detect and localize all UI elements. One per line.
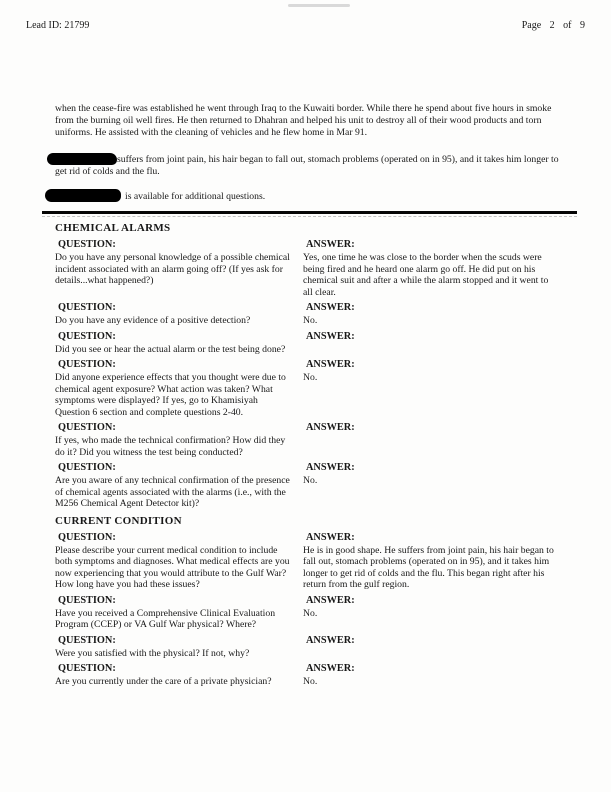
section-title-chemical-alarms: CHEMICAL ALARMS: [55, 222, 171, 234]
question-text: Do you have any personal knowledge of a possible chemical incident associated with an alarm going off? (If yes ask for details...what happened?): [55, 252, 290, 286]
paragraph-text: suffers from joint pain, his hair began to fall out, stomach problems (operated on in 95), and it takes him longer to get rid of colds and the flu.: [55, 154, 559, 177]
question-label: QUESTION:: [58, 330, 116, 342]
question-text: Are you currently under the care of a private physician?: [55, 676, 272, 687]
answer-column: [303, 331, 562, 356]
question-text: Are you aware of any technical confirmation of the presence of chemical agents associated with the alarms (i.e., with the M256 Chemical Agent Detector kit)?: [55, 475, 290, 509]
paragraph-text: is available for additional questions.: [125, 191, 266, 202]
question-column: [55, 635, 303, 660]
question-text: Did anyone experience effects that you thought were due to chemical agent exposure? What action was taken? What symptoms were displayed? If yes, go to Khamisiyah Question 6 section and complete questions 2-40.: [55, 372, 286, 418]
answer-column: [303, 595, 562, 631]
question-label: QUESTION:: [58, 634, 116, 646]
question-label: QUESTION:: [58, 531, 116, 543]
question-column: [55, 462, 303, 510]
qa-row: [55, 532, 562, 591]
question-column: [55, 663, 303, 688]
answer-text: No.: [303, 372, 318, 383]
question-column: [55, 422, 303, 458]
question-label: QUESTION:: [58, 302, 116, 313]
qa-row: [55, 331, 562, 356]
question-column: [55, 359, 303, 418]
question-label: QUESTION:: [58, 359, 116, 370]
qa-row: [55, 595, 562, 631]
qa-row: [55, 302, 562, 327]
qa-row: [55, 663, 562, 688]
qa-row: [55, 239, 562, 298]
section-divider: [42, 211, 577, 214]
question-column: [55, 331, 303, 356]
answer-label: ANSWER:: [306, 634, 355, 646]
redaction-block-2: [45, 189, 121, 202]
answer-text: No.: [303, 607, 318, 619]
question-column: [55, 239, 303, 298]
question-text: Did you see or hear the actual alarm or the test being done?: [55, 343, 286, 355]
answer-column: [303, 359, 562, 418]
answer-label: ANSWER:: [306, 422, 355, 433]
document-body: [55, 103, 562, 692]
answer-column: [303, 302, 562, 327]
question-text: Please describe your current medical condition to include both symptoms and diagnoses. What medical effects are you now experiencing that you would attribute to the Gulf War? How long have you had these issues?: [55, 544, 290, 590]
qa-row: [55, 422, 562, 458]
answer-label: ANSWER:: [306, 663, 355, 674]
answer-text: No.: [303, 475, 318, 486]
answer-text: No.: [303, 315, 318, 326]
scan-artifact-line: [42, 216, 577, 217]
qa-row: [55, 635, 562, 660]
answer-column: [303, 422, 562, 458]
intro-paragraph: when the cease-fire was established he went through Iraq to the Kuwaiti border. While there he spend about five hours in smoke from the burning oil well fires. He then returned to Dhahran and helped his unit to destroy all of their wood products and torn uniforms. He assisted with the cleaning of vehicles and he flew home in Mar 91.: [55, 103, 552, 138]
answer-column: [303, 532, 562, 591]
answer-text: He is in good shape. He suffers from joint pain, his hair began to fall out, stomach problems (operated on in 95), and it takes him longer to get rid of colds and the flu. This began right after his return from the gulf region.: [303, 544, 554, 590]
answer-column: [303, 462, 562, 510]
answer-label: ANSWER:: [306, 531, 355, 543]
question-label: QUESTION:: [58, 422, 116, 433]
redacted-paragraph-2: [55, 189, 562, 203]
section-title-current-condition: CURRENT CONDITION: [55, 514, 182, 527]
answer-label: ANSWER:: [306, 359, 355, 370]
question-text: Were you satisfied with the physical? If not, why?: [55, 647, 250, 659]
qa-row: [55, 462, 562, 510]
answer-column: [303, 635, 562, 660]
answer-label: ANSWER:: [306, 239, 355, 250]
question-column: [55, 532, 303, 591]
redaction-block-1: [47, 153, 117, 165]
answer-column: [303, 663, 562, 688]
question-label: QUESTION:: [58, 663, 116, 674]
question-label: QUESTION:: [58, 594, 116, 606]
question-text: Do you have any evidence of a positive detection?: [55, 315, 251, 326]
answer-label: ANSWER:: [306, 594, 355, 606]
qa-row: [55, 359, 562, 418]
question-label: QUESTION:: [58, 239, 116, 250]
question-text: Have you received a Comprehensive Clinical Evaluation Program (CCEP) or VA Gulf War physical? Where?: [55, 607, 276, 630]
page-number: Page 2 of 9: [521, 20, 585, 31]
answer-text: Yes, one time he was close to the border when the scuds were being fired and he heard one alarm go off. He did put on his chemical suit and after a while the alarm stopped and it went to all clear.: [303, 252, 549, 298]
answer-label: ANSWER:: [306, 302, 355, 313]
lead-id: Lead ID: 21799: [26, 20, 90, 31]
question-column: [55, 595, 303, 631]
answer-text: No.: [303, 676, 318, 687]
answer-label: ANSWER:: [306, 462, 355, 473]
answer-column: [303, 239, 562, 298]
scan-artifact: [288, 4, 350, 7]
page-header: [26, 20, 585, 31]
question-column: [55, 302, 303, 327]
question-text: If yes, who made the technical confirmation? How did they do it? Did you witness the test being conducted?: [55, 435, 286, 458]
question-label: QUESTION:: [58, 462, 116, 473]
redacted-paragraph-1: [55, 153, 562, 178]
answer-label: ANSWER:: [306, 330, 355, 342]
